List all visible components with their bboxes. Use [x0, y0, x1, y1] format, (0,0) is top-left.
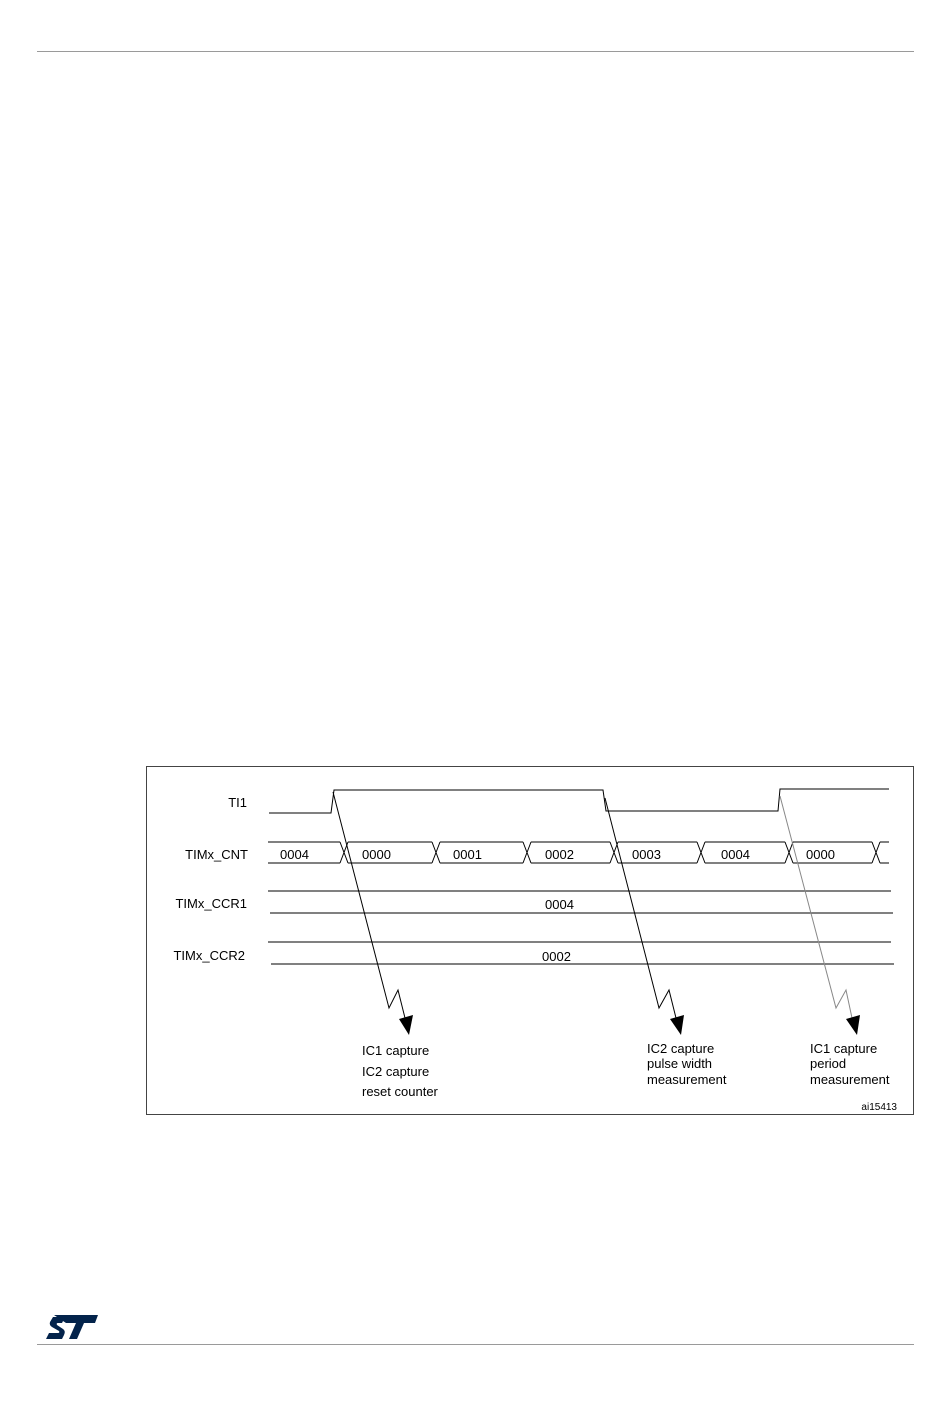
cnt-value: 0004 — [721, 847, 750, 862]
figure-id: ai15413 — [861, 1102, 897, 1113]
cnt-value: 0000 — [362, 847, 391, 862]
label-ti1: TI1 — [228, 795, 247, 810]
annotation-2-line-1: IC2 capture — [647, 1041, 715, 1056]
capture-arrow-1-line — [333, 792, 405, 1018]
st-logo-s-lower — [46, 1317, 65, 1339]
annotation-2-line-3: measurement — [647, 1072, 727, 1087]
ccr2-value: 0002 — [542, 949, 571, 964]
annotation-1-line-2: IC2 capture — [362, 1064, 430, 1079]
annotation-1-line-3: reset counter — [362, 1084, 438, 1099]
annotation-3-line-2: period — [810, 1056, 847, 1071]
cnt-value: 0000 — [806, 847, 835, 862]
st-logo-icon — [44, 1313, 100, 1341]
cnt-value: 0001 — [453, 847, 482, 862]
cnt-value: 0002 — [545, 847, 574, 862]
capture-arrow-1-head — [399, 1015, 413, 1035]
capture-arrow-3-line — [780, 796, 852, 1018]
annotation-3-line-3: measurement — [810, 1072, 890, 1087]
capture-arrow-3-head — [846, 1015, 860, 1035]
annotation-1-line-1: IC1 capture — [362, 1043, 430, 1058]
capture-arrow-2-line — [605, 798, 676, 1018]
cnt-value: 0004 — [280, 847, 309, 862]
ti1-waveform — [269, 789, 889, 813]
annotation-3-line-1: IC1 capture — [810, 1041, 878, 1056]
label-timx-ccr2: TIMx_CCR2 — [173, 948, 245, 963]
figure-border — [147, 767, 914, 1115]
annotation-2-line-2: pulse width — [647, 1056, 713, 1071]
capture-arrow-2-head — [670, 1015, 684, 1035]
label-timx-ccr1: TIMx_CCR1 — [175, 896, 247, 911]
ccr1-value: 0004 — [545, 897, 574, 912]
cnt-value: 0003 — [632, 847, 661, 862]
label-timx-cnt: TIMx_CNT — [185, 847, 248, 862]
